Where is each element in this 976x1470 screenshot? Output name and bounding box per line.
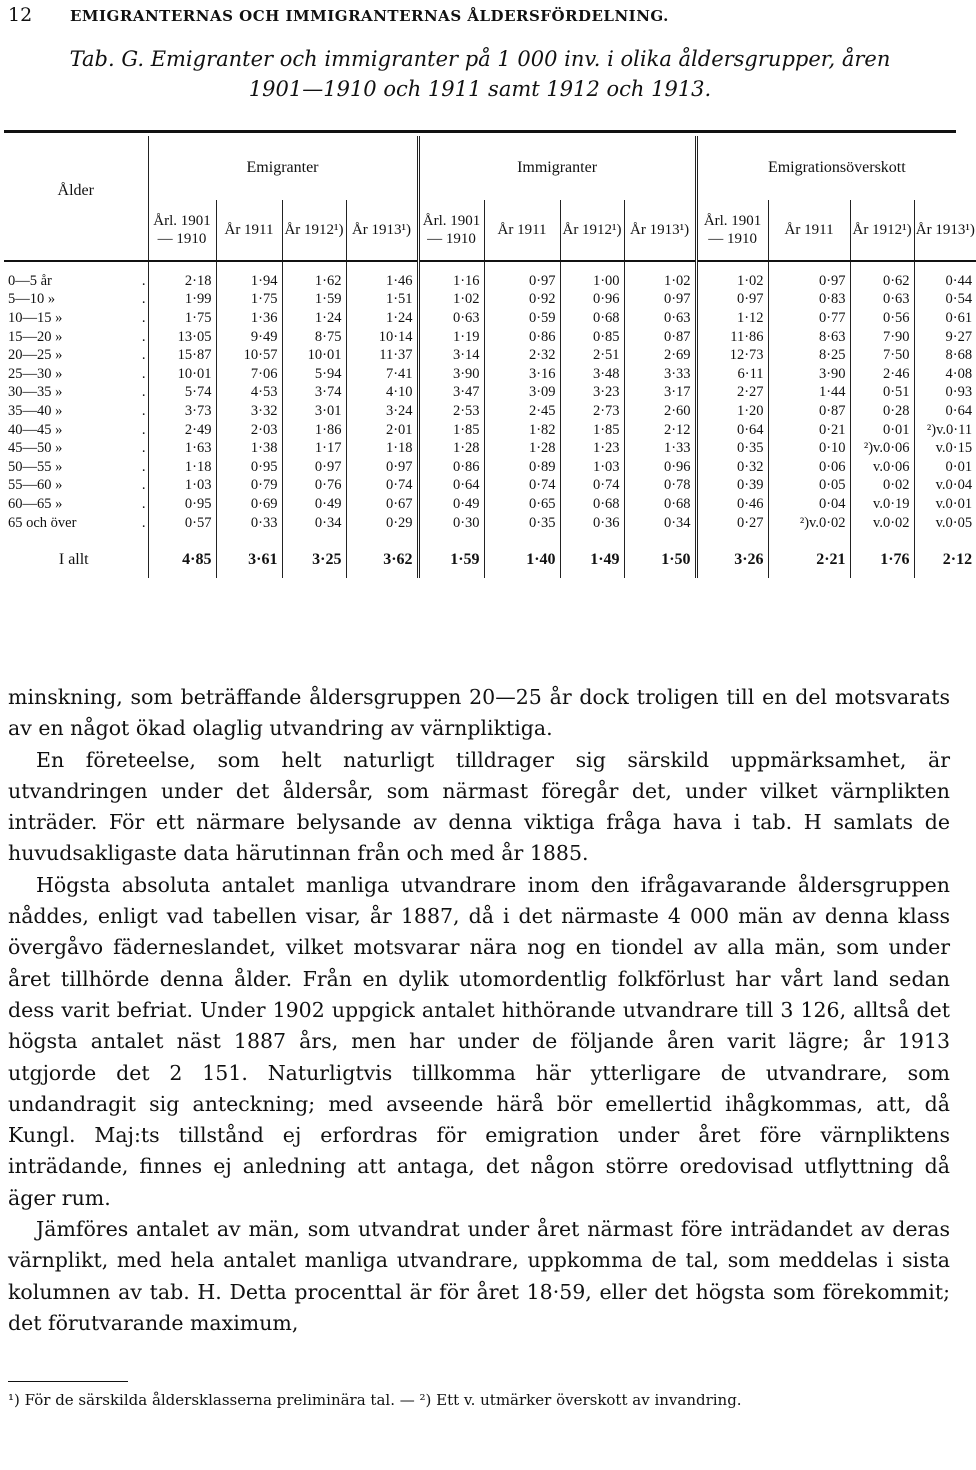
table-row xyxy=(4,328,976,347)
table-cell: 5·74 xyxy=(148,384,216,403)
year-header: År 1912¹) xyxy=(282,200,346,261)
table-cell: 0·44 xyxy=(945,272,973,289)
table-cell: v.0·05 xyxy=(935,514,973,531)
table-cell: 11·86 xyxy=(696,328,768,347)
leader-dot: . xyxy=(141,440,146,457)
table-cell: 0·28 xyxy=(850,402,914,421)
table-caption-line-2: 1901—1910 och 1911 samt 1912 och 1913. xyxy=(248,77,712,101)
total-cell: 3·61 xyxy=(216,542,282,578)
table-cell: 0·68 xyxy=(560,309,624,328)
table-cell: 0·63 xyxy=(418,309,484,328)
age-label-text: 30—35 » xyxy=(8,384,63,401)
table-row xyxy=(4,402,976,421)
total-cell: 1·59 xyxy=(418,542,484,578)
table-cell: 1·46 xyxy=(346,272,418,291)
table-row xyxy=(4,291,976,310)
table-cell: 0·21 xyxy=(768,421,850,440)
table-cell: 3·16 xyxy=(484,365,560,384)
table-cell: 7·06 xyxy=(216,365,282,384)
table-cell: 8·63 xyxy=(768,328,850,347)
table-row xyxy=(4,439,976,458)
table-cell: 1·16 xyxy=(418,272,484,291)
group-header-overskott: Emigrationsöverskott xyxy=(767,159,906,176)
table-cell: 0·95 xyxy=(216,458,282,477)
table-cell: 0·01 xyxy=(850,421,914,440)
table-cell: 4·08 xyxy=(945,365,973,382)
total-cell: 3·62 xyxy=(346,542,418,578)
table-cell: 9·49 xyxy=(216,328,282,347)
table-cell: 0·89 xyxy=(484,458,560,477)
table-cell: 4·53 xyxy=(216,384,282,403)
age-label xyxy=(4,477,148,496)
table-cell: 0·02 xyxy=(850,477,914,496)
paragraph-2: En företeelse, som helt naturligt tilldrager sig särskild uppmärksamhet, är utvandringen under det åldersår, som närmast föregår det, under vilket värnplikten inträder. För ett närmare belysande av denna viktiga fråga hava i tab. H samlats de huvudsakligaste data härutinnan från och med år 1885. xyxy=(8,747,950,866)
table-cell: 8·68 xyxy=(945,347,973,364)
total-label: I allt xyxy=(4,542,148,578)
table-cell: 1·24 xyxy=(346,309,418,328)
table-cell: 2·01 xyxy=(346,421,418,440)
table-cell: 3·33 xyxy=(624,365,696,384)
table-top-rule xyxy=(4,130,956,133)
table-row xyxy=(4,458,976,477)
age-label xyxy=(4,272,148,291)
age-label-text: 50—55 » xyxy=(8,458,63,475)
leader-dot: . xyxy=(141,272,146,289)
table-cell: 1·86 xyxy=(282,421,346,440)
total-cell: 3·25 xyxy=(282,542,346,578)
table-row xyxy=(4,421,976,440)
table-cell: 1·36 xyxy=(216,309,282,328)
table-cell: 0·78 xyxy=(624,477,696,496)
age-label xyxy=(4,439,148,458)
total-cell: 1·40 xyxy=(484,542,560,578)
total-cell: 1·76 xyxy=(850,542,914,578)
table-cell: 0·69 xyxy=(216,495,282,514)
total-cell: 2·12 xyxy=(942,551,973,569)
table-cell: 0·95 xyxy=(148,495,216,514)
leader-dot: . xyxy=(141,309,146,326)
table-cell: 1·02 xyxy=(696,272,768,291)
table-cell: 0·30 xyxy=(418,514,484,533)
table-cell: 0·36 xyxy=(560,514,624,533)
table-cell: 0·27 xyxy=(696,514,768,533)
table-cell: 2·32 xyxy=(484,346,560,365)
age-label-text: 10—15 » xyxy=(8,309,63,326)
table-cell: 0·35 xyxy=(696,439,768,458)
paragraph-3: Högsta absoluta antalet manliga utvandrare inom den ifrågavarande åldersgruppen nåddes, enligt vad tabellen visar, år 1887, då i det närmaste 4 000 män av denna klass övergåvo fäderneslandet, vilket motsvarar nära nog en tiondel av alla män, som under året tillhörde denna ålder. Från en dylik utomordentlig folkförlust har vårt land sedan dess varit befriat. Under 1902 uppgick antalet hithörande utvandrare till 3 126, alltså det högsta antalet näst 1887 års, men har under de följande åren varit lägre; år 1913 utgjorde det 2 151. Naturligtvis tillkomma här ytterligare de utvandrare, som undandragit sig anteckning; med avseende härå bör emellertid ihågkommas, att, då Kungl. Maj:ts tillstånd ej erfordras för emigration under året före värnpliktens inträdande, finnes ej anledning att antaga, det någon större oredovisad utflyttning då äger rum. xyxy=(8,872,950,1210)
age-label-text: 25—30 » xyxy=(8,365,63,382)
table-cell: v.0·04 xyxy=(935,477,973,494)
table-cell: 0·56 xyxy=(850,309,914,328)
table-cell: 0·65 xyxy=(484,495,560,514)
table-cell: 0·35 xyxy=(484,514,560,533)
age-label-text: 5—10 » xyxy=(8,291,56,308)
table-cell: 2·73 xyxy=(560,402,624,421)
table-cell: 10·57 xyxy=(216,346,282,365)
table-cell: v.0·15 xyxy=(935,440,973,457)
table-row xyxy=(4,365,976,384)
leader-dot: . xyxy=(141,477,146,494)
table-row xyxy=(4,309,976,328)
table-cell: 1·51 xyxy=(346,291,418,310)
table-cell: 2·60 xyxy=(624,402,696,421)
table-cell: 0·34 xyxy=(624,514,696,533)
table-cell: 1·99 xyxy=(148,291,216,310)
table-cell: 0·61 xyxy=(945,309,973,326)
table-cell: 0·63 xyxy=(850,291,914,310)
year-header: År 1912¹) xyxy=(850,200,914,261)
table-cell: 0·33 xyxy=(216,514,282,533)
total-cell: 1·50 xyxy=(624,542,696,578)
table-row xyxy=(4,346,976,365)
table-cell: 1·18 xyxy=(148,458,216,477)
table-cell: v.0·02 xyxy=(850,514,914,533)
table-cell: 0·49 xyxy=(418,495,484,514)
table-caption-line-1: Tab. G. Emigranter och immigranter på 1 000 inv. i olika åldersgrupper, åren xyxy=(69,47,891,71)
table-cell: 2·27 xyxy=(696,384,768,403)
table-spacer-row xyxy=(4,261,976,272)
table-cell: 0·97 xyxy=(282,458,346,477)
total-row xyxy=(4,542,976,578)
table-cell: 0·54 xyxy=(945,291,973,308)
table-cell: 0·57 xyxy=(148,514,216,533)
paragraph-4: Jämföres antalet av män, som utvandrat under året närmast före inträdandet av deras värnplikt, med hela antalet manliga utvandrare, uppkomma de tal, som meddelas i sista kolumnen av tab. H. Detta procenttal är för året 18·59, eller det högsta som förekommit; det förutvarande maximum, xyxy=(8,1217,950,1335)
age-label xyxy=(4,402,148,421)
table-cell: 6·11 xyxy=(696,365,768,384)
leader-dot: . xyxy=(141,328,146,345)
body-text xyxy=(8,682,950,1339)
paragraph-1: minskning, som beträffande åldersgruppen 20—25 år dock troligen till en del motsvarats av en något ökad olaglig utvandring av värnpliktiga. xyxy=(8,685,950,741)
total-cell: 3·26 xyxy=(696,542,768,578)
table-cell: 1·23 xyxy=(560,439,624,458)
table-cell: 0·64 xyxy=(696,421,768,440)
table-cell: 1·20 xyxy=(696,402,768,421)
table-cell: 3·17 xyxy=(624,384,696,403)
age-label-text: 65 och över xyxy=(8,514,77,531)
table-cell: 0·39 xyxy=(696,477,768,496)
table-cell: 0·68 xyxy=(624,495,696,514)
table-cell: v.0·01 xyxy=(935,495,973,512)
table-cell: 0·59 xyxy=(484,309,560,328)
page-number: 12 xyxy=(8,4,33,26)
table-cell: 1·02 xyxy=(624,272,696,291)
table-cell: 0·05 xyxy=(768,477,850,496)
table-cell: 0·63 xyxy=(624,309,696,328)
table-cell: 4·10 xyxy=(346,384,418,403)
table-cell: 0·74 xyxy=(560,477,624,496)
table-cell: 2·49 xyxy=(148,421,216,440)
table-cell: 0·49 xyxy=(282,495,346,514)
table-cell: 2·69 xyxy=(624,346,696,365)
table-cell: 0·97 xyxy=(696,291,768,310)
running-title: EMIGRANTERNAS OCH IMMIGRANTERNAS ÅLDERSFÖRDELNING. xyxy=(70,7,669,25)
age-label xyxy=(4,495,148,514)
age-label-text: 40—45 » xyxy=(8,421,63,438)
table-cell: v.0·06 xyxy=(850,458,914,477)
table-cell: 2·18 xyxy=(148,272,216,291)
table-cell: 0·97 xyxy=(484,272,560,291)
table-cell: 3·48 xyxy=(560,365,624,384)
year-header: År 1911 xyxy=(484,200,560,261)
table-cell: 0·51 xyxy=(850,384,914,403)
table-cell: 0·62 xyxy=(850,272,914,291)
year-header: År 1913¹) xyxy=(624,200,696,261)
table-cell: 3·32 xyxy=(216,402,282,421)
table-cell: 1·03 xyxy=(148,477,216,496)
running-header xyxy=(8,4,950,30)
age-label xyxy=(4,384,148,403)
leader-dot: . xyxy=(141,347,146,364)
leader-dot: . xyxy=(141,495,146,512)
table-cell: 10·01 xyxy=(282,346,346,365)
year-header: År 1911 xyxy=(768,200,850,261)
table-cell: 2·03 xyxy=(216,421,282,440)
table-cell: 0·34 xyxy=(282,514,346,533)
table-cell: 2·53 xyxy=(418,402,484,421)
leader-dot: . xyxy=(141,402,146,419)
year-header: Årl. 1901— 1910 xyxy=(148,200,216,261)
table-cell: 0·68 xyxy=(560,495,624,514)
table-cell: 0·87 xyxy=(768,402,850,421)
table-cell: 3·47 xyxy=(418,384,484,403)
table-cell: 8·25 xyxy=(768,346,850,365)
table-cell: 0·77 xyxy=(768,309,850,328)
table-row xyxy=(4,495,976,514)
table-cell: 1·38 xyxy=(216,439,282,458)
table-cell: 0·87 xyxy=(624,328,696,347)
table-cell: 0·97 xyxy=(346,458,418,477)
age-label-text: 0—5 år xyxy=(8,272,52,289)
age-label xyxy=(4,514,148,533)
table-cell: 1·63 xyxy=(148,439,216,458)
table-cell: 1·19 xyxy=(418,328,484,347)
table-cell: 8·75 xyxy=(282,328,346,347)
year-header: År 1913¹) xyxy=(914,200,976,261)
year-header: Årl. 1901— 1910 xyxy=(696,200,768,261)
year-header: År 1913¹) xyxy=(346,200,418,261)
age-label xyxy=(4,365,148,384)
table-cell: 3·14 xyxy=(418,346,484,365)
table-cell: 7·90 xyxy=(850,328,914,347)
table-cell: ²)v.0·02 xyxy=(768,514,850,533)
table-cell: 0·46 xyxy=(696,495,768,514)
age-label xyxy=(4,291,148,310)
table-cell: 3·73 xyxy=(148,402,216,421)
table-cell: 10·14 xyxy=(346,328,418,347)
total-cell: 1·49 xyxy=(560,542,624,578)
table-cell: 0·01 xyxy=(945,458,973,475)
table-cell: 1·85 xyxy=(418,421,484,440)
table-cell: 1·03 xyxy=(560,458,624,477)
table-cell: 0·83 xyxy=(768,291,850,310)
table-cell: 5·94 xyxy=(282,365,346,384)
leader-dot: . xyxy=(141,458,146,475)
table-cell: 1·17 xyxy=(282,439,346,458)
table-cell: 1·75 xyxy=(216,291,282,310)
table-cell: 1·85 xyxy=(560,421,624,440)
table-cell: 0·86 xyxy=(418,458,484,477)
table-cell: v.0·19 xyxy=(850,495,914,514)
table-cell: 10·01 xyxy=(148,365,216,384)
table-cell: 0·64 xyxy=(418,477,484,496)
group-header-immigranter: Immigranter xyxy=(418,136,696,200)
table-cell: 0·92 xyxy=(484,291,560,310)
table-cell: 0·04 xyxy=(768,495,850,514)
table-spacer-row xyxy=(4,532,976,542)
table-cell: 0·97 xyxy=(768,272,850,291)
age-label xyxy=(4,421,148,440)
table-cell: 1·62 xyxy=(282,272,346,291)
leader-dot: . xyxy=(141,514,146,531)
age-label-text: 15—20 » xyxy=(8,328,63,345)
age-label-text: 45—50 » xyxy=(8,440,63,457)
table-cell: 1·94 xyxy=(216,272,282,291)
table-cell: 13·05 xyxy=(148,328,216,347)
table-cell: 2·45 xyxy=(484,402,560,421)
footnote-rule xyxy=(8,1381,128,1382)
table-cell: 3·90 xyxy=(418,365,484,384)
table-cell: 2·12 xyxy=(624,421,696,440)
table-cell: 0·96 xyxy=(560,291,624,310)
table-cell: 1·82 xyxy=(484,421,560,440)
age-label-text: 60—65 » xyxy=(8,495,63,512)
table-row xyxy=(4,477,976,496)
table-cell: 0·74 xyxy=(346,477,418,496)
table-cell: 0·67 xyxy=(346,495,418,514)
table-row xyxy=(4,272,976,291)
table-cell: 1·00 xyxy=(560,272,624,291)
table-cell: 1·18 xyxy=(346,439,418,458)
table-cell: 3·01 xyxy=(282,402,346,421)
table-cell: 0·96 xyxy=(624,458,696,477)
table-cell: 0·93 xyxy=(945,384,973,401)
year-header: År 1912¹) xyxy=(560,200,624,261)
table-row xyxy=(4,514,976,533)
table-cell: 11·37 xyxy=(346,346,418,365)
age-label xyxy=(4,328,148,347)
table-cell: 0·10 xyxy=(768,439,850,458)
table-cell: 3·90 xyxy=(768,365,850,384)
table-cell: 12·73 xyxy=(696,346,768,365)
age-label-text: 35—40 » xyxy=(8,402,63,419)
table-cell: 2·46 xyxy=(850,365,914,384)
table-cell: 3·23 xyxy=(560,384,624,403)
age-header-spacer xyxy=(4,200,148,261)
leader-dot: . xyxy=(141,421,146,438)
age-label xyxy=(4,346,148,365)
table-cell: 1·02 xyxy=(418,291,484,310)
table-cell: 9·27 xyxy=(945,328,973,345)
table-cell: 1·33 xyxy=(624,439,696,458)
age-label xyxy=(4,309,148,328)
table-cell: 2·51 xyxy=(560,346,624,365)
table-cell: 0·85 xyxy=(560,328,624,347)
leader-dot: . xyxy=(141,291,146,308)
table-cell: 0·79 xyxy=(216,477,282,496)
year-header: Årl. 1901— 1910 xyxy=(418,200,484,261)
footnote: ¹) För de särskilda åldersklasserna preliminära tal. — ²) Ett v. utmärker överskott av invandring. xyxy=(8,1391,742,1409)
table-cell: 1·28 xyxy=(484,439,560,458)
age-label xyxy=(4,458,148,477)
table-cell: ²)v.0·11 xyxy=(926,421,973,438)
table-cell: 0·86 xyxy=(484,328,560,347)
table-cell: 0·06 xyxy=(768,458,850,477)
table-cell: 0·74 xyxy=(484,477,560,496)
table-cell: 0·64 xyxy=(945,402,973,419)
table-cell: 1·12 xyxy=(696,309,768,328)
age-column-header: Ålder xyxy=(4,136,148,200)
table-cell: 1·28 xyxy=(418,439,484,458)
table-cell: 1·59 xyxy=(282,291,346,310)
leader-dot: . xyxy=(141,365,146,382)
leader-dot: . xyxy=(141,384,146,401)
age-label-text: 20—25 » xyxy=(8,347,63,364)
table-cell: 0·32 xyxy=(696,458,768,477)
table-cell: 7·50 xyxy=(850,346,914,365)
year-header: År 1911 xyxy=(216,200,282,261)
table-cell: 3·09 xyxy=(484,384,560,403)
table-cell: 1·44 xyxy=(768,384,850,403)
table-cell: ²)v.0·06 xyxy=(850,439,914,458)
total-cell: 4·85 xyxy=(148,542,216,578)
table-cell: 0·76 xyxy=(282,477,346,496)
group-header-emigranter: Emigranter xyxy=(148,136,418,200)
age-label-text: 55—60 » xyxy=(8,477,63,494)
table-cell: 3·74 xyxy=(282,384,346,403)
table-row xyxy=(4,384,976,403)
table-cell: 3·24 xyxy=(346,402,418,421)
table-cell: 0·97 xyxy=(624,291,696,310)
table-cell: 15·87 xyxy=(148,346,216,365)
table-cell: 1·24 xyxy=(282,309,346,328)
total-cell: 2·21 xyxy=(768,542,850,578)
emigration-table xyxy=(4,136,976,578)
table-cell: 0·29 xyxy=(346,514,418,533)
table-cell: 1·75 xyxy=(148,309,216,328)
table-cell: 7·41 xyxy=(346,365,418,384)
